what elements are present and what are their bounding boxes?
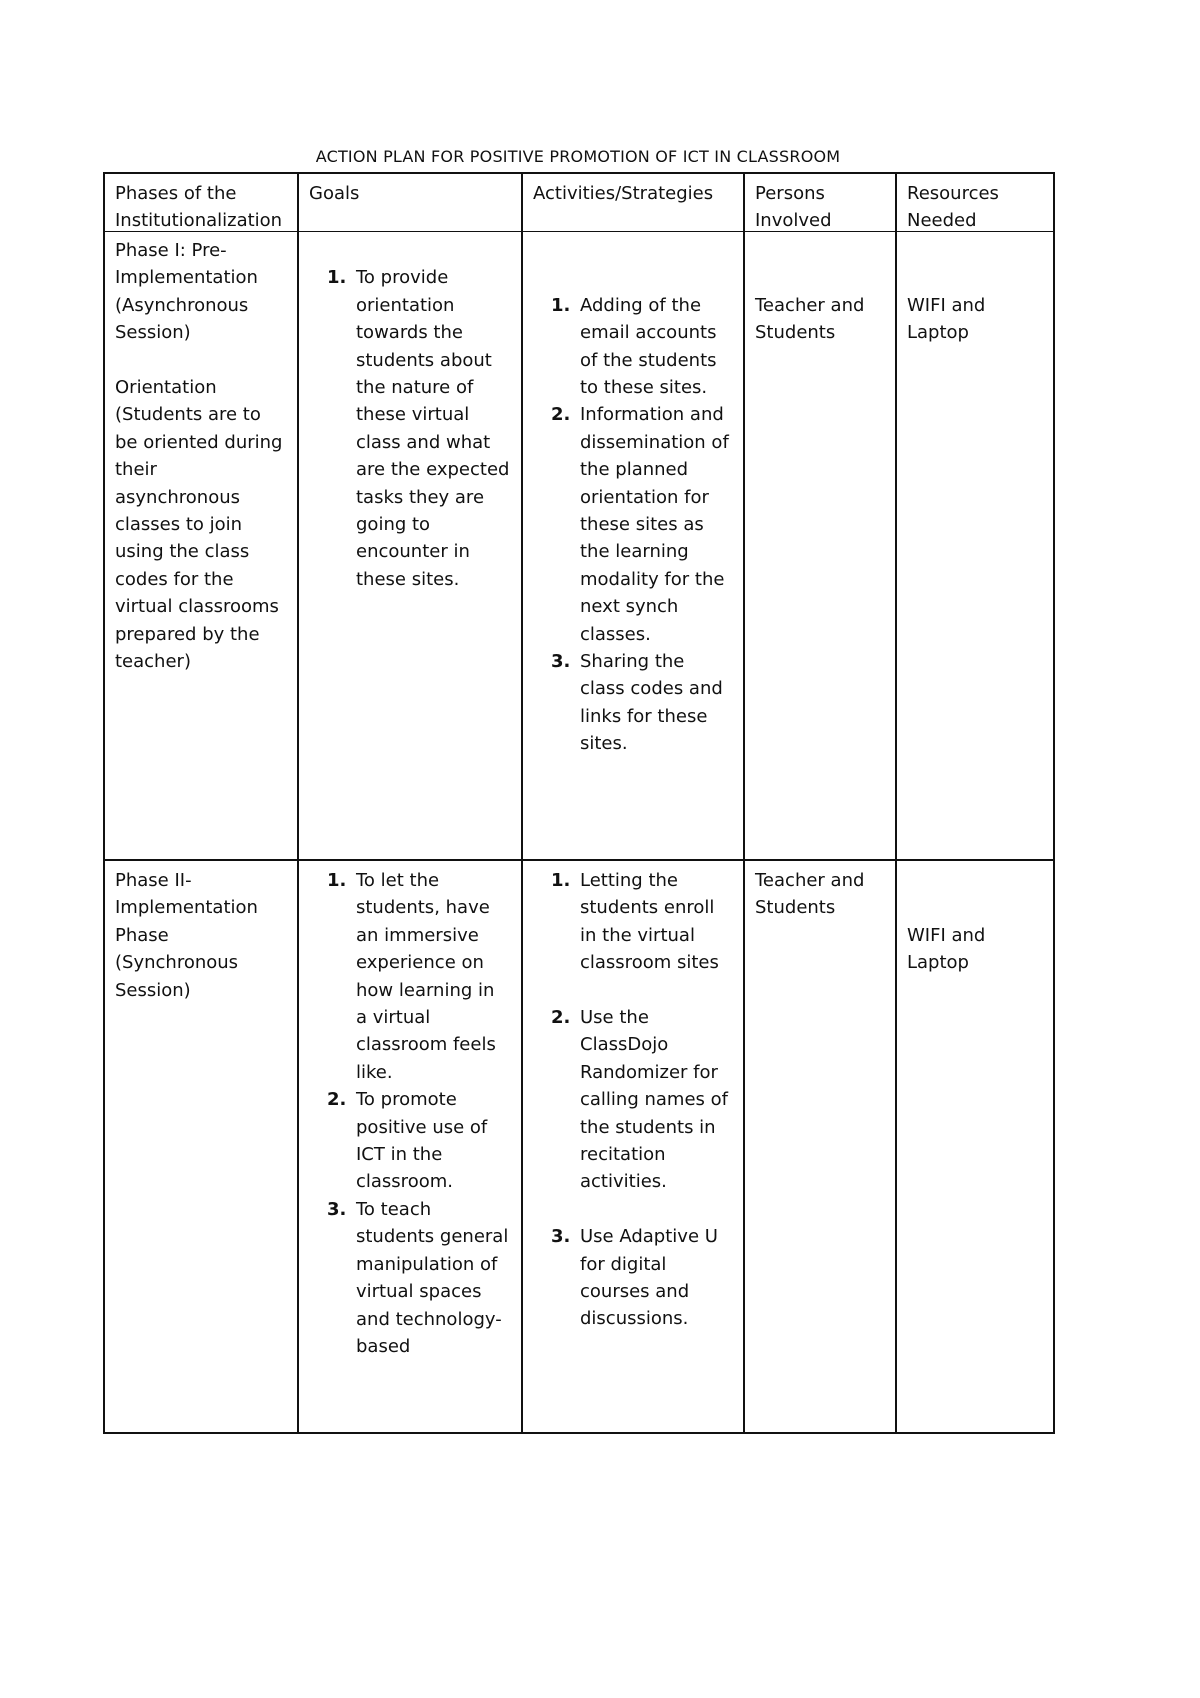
header-phases: Phases of the Institutionalization	[103, 174, 297, 231]
list-text: To let the students, have an immersive experience on how learning in a virtual classroom feels like.	[356, 870, 496, 1083]
header-goals: Goals	[297, 174, 521, 231]
list-item	[533, 648, 733, 758]
resources-cell	[895, 859, 1055, 1432]
activities-cell	[521, 859, 743, 1432]
list-number: 3.	[551, 1226, 571, 1248]
list-item	[309, 1196, 511, 1360]
list-item	[533, 292, 733, 402]
activities-cell	[521, 229, 743, 859]
list-text: Use Adaptive U for digital courses and discussions.	[580, 1226, 718, 1330]
list-number: 1.	[327, 870, 347, 891]
list-number: 1.	[551, 870, 571, 891]
activities-list	[533, 292, 733, 758]
phase-title: Phase II-Implementation Phase (Synchronous Session)	[115, 870, 258, 1001]
phase-subtitle: Orientation	[115, 377, 217, 399]
goals-list	[309, 867, 511, 1360]
list-item	[533, 401, 733, 648]
list-number: 2.	[551, 404, 571, 426]
list-item	[533, 1004, 733, 1196]
list-gap	[533, 1196, 733, 1223]
activities-list	[533, 867, 733, 1333]
list-number: 1.	[551, 294, 571, 316]
list-item	[533, 867, 733, 977]
list-text: To promote positive use of ICT in the classroom.	[356, 1089, 488, 1193]
resources-text: WIFI and Laptop	[907, 924, 986, 974]
table-header-row	[103, 172, 1055, 232]
persons-cell	[743, 859, 895, 1432]
phase-note: (Students are to be oriented during their asynchronous classes to join using the class codes for the virtual classrooms prepared by the teacher)	[115, 404, 283, 673]
resources-cell	[895, 229, 1055, 859]
persons-text: Teacher and Students	[755, 294, 865, 344]
list-number: 2.	[327, 1089, 347, 1111]
phase-cell	[103, 229, 297, 859]
document-title: ACTION PLAN FOR POSITIVE PROMOTION OF ICT IN CLASSROOM	[315, 147, 841, 166]
list-item	[309, 264, 511, 593]
list-item	[309, 1086, 511, 1196]
persons-text: Teacher and Students	[755, 870, 865, 919]
goals-cell	[297, 859, 521, 1432]
table-row	[103, 229, 1055, 861]
list-text: Use the ClassDojo Randomizer for calling names of the students in recitation activities.	[580, 1007, 728, 1193]
header-persons: Persons Involved	[743, 174, 895, 231]
table-row	[103, 859, 1055, 1434]
goals-list	[309, 264, 511, 593]
resources-text: WIFI and Laptop	[907, 294, 986, 344]
list-text: Adding of the email accounts of the students to these sites.	[580, 294, 717, 399]
phase-cell	[103, 859, 297, 1432]
header-activities: Activities/Strategies	[521, 174, 743, 231]
header-resources: Resources Needed	[895, 174, 1055, 231]
phase-title: Phase I: Pre-Implementation (Asynchronous Session)	[115, 240, 258, 344]
list-text: Letting the students enroll in the virtual classroom sites	[580, 870, 719, 974]
list-text: To provide orientation towards the students about the nature of these virtual class and what are the expected tasks they are going to encounter in these sites.	[356, 267, 510, 590]
list-item	[533, 1223, 733, 1333]
list-number: 3.	[327, 1198, 347, 1220]
list-text: To teach students general manipulation of virtual spaces and technology-based	[356, 1198, 509, 1357]
list-text: Information and dissemination of the planned orientation for these sites as the learning modality for the next synch classes.	[580, 404, 729, 645]
list-number: 2.	[551, 1007, 571, 1029]
list-number: 1.	[327, 267, 347, 289]
list-item	[309, 867, 511, 1086]
persons-cell	[743, 229, 895, 859]
list-text: Sharing the class codes and links for these sites.	[580, 651, 723, 755]
goals-cell	[297, 229, 521, 859]
list-number: 3.	[551, 651, 571, 673]
list-gap	[533, 977, 733, 1004]
